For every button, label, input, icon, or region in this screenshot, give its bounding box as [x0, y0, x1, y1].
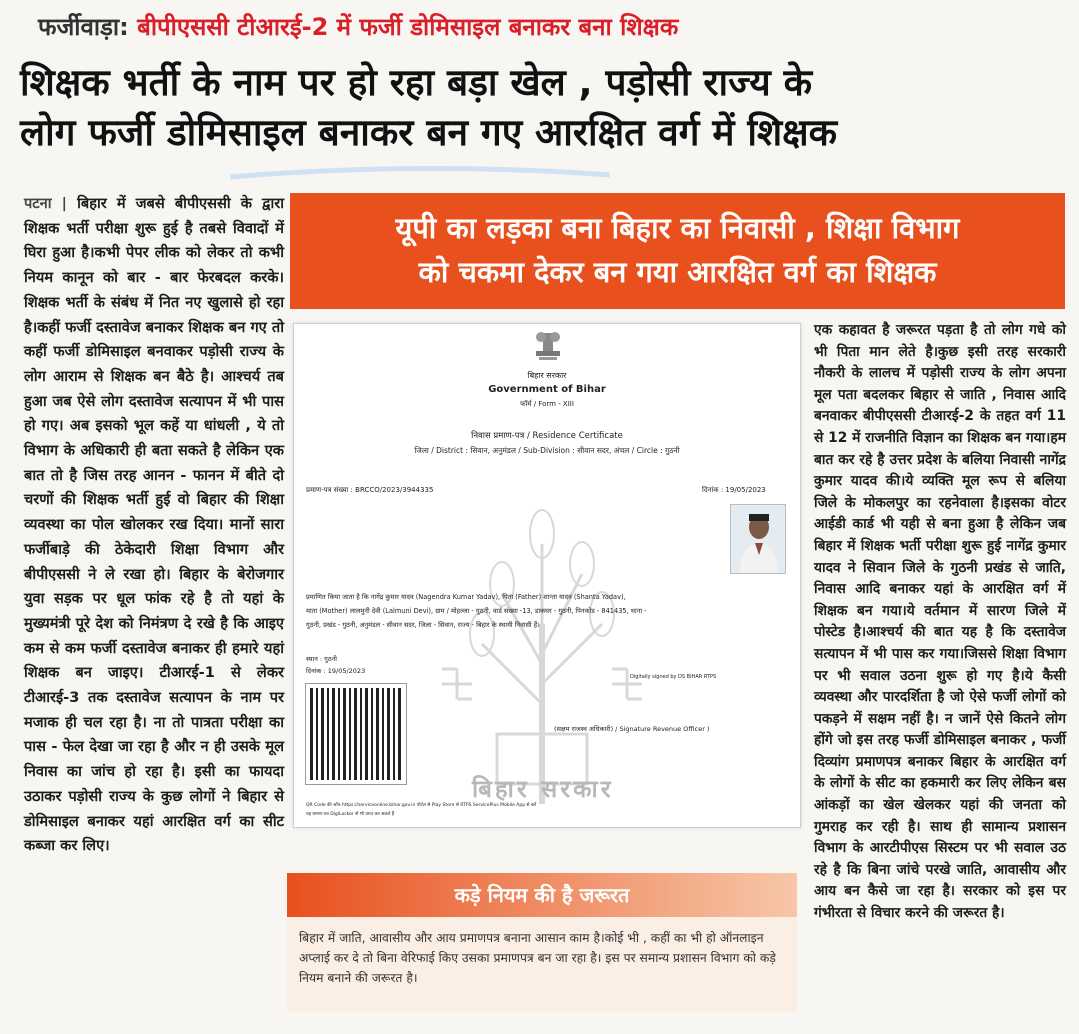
kicker-label: फर्जीवाड़ा:	[38, 13, 129, 41]
residence-certificate-image	[293, 323, 801, 828]
rules-box-heading: कड़े नियम की है जरूरत	[287, 873, 797, 917]
left-article-column	[24, 192, 284, 859]
dateline-place: पटना |	[24, 195, 67, 212]
headline	[20, 58, 1070, 158]
headline-line-2: लोग फर्जी डोमिसाइल बनाकर बन गए आरक्षित वर्ग में शिक्षक	[20, 111, 838, 154]
cert-digital-signature: Digitally signed by DS BIHAR RTPS	[630, 674, 717, 680]
rules-box	[287, 917, 797, 1012]
right-column-text: एक कहावत है जरूरत पड़ता है तो लोग गधे को भी पिता मान लेते है।कुछ इसी तरह सरकारी नौकरी के लालच में पड़ोसी राज्य के लोग अपना मूल पता बदलकर बिहार से जाति , निवास आदि बनवाकर बीपीएससी टीआरई-2 के तहत वर्ग 11 से 12 में राजनीति विज्ञान का शिक्षक बन गया।हम बात कर रहे है उत्तर प्रदेश के बलिया निवासी नागेंद्र कुमार यादव की।ये व्यक्ति मूल रूप से बलिया जिले के मोकलपुर का रहनेवाला है।इसका वोटर आईडी कार्ड भी यही से बना हुआ है लेकिन जब बिहार में शिक्षक भर्ती परीक्षा शुरू हुई नागेंद्र कुमार यादव ने सिवान जिले के गुठनी प्रखंड से जाति, निवास आदि बनाकर यहां के आरक्षित वर्ग में शिक्षक बन गया।ये वर्तमान में सारण जिले में पोस्टेड है।आश्चर्य की बात यह है कि दस्तावेज सत्यापन में भी पास कर गया।जिससे शिक्षा विभाग पर भी सवाल उठना शुरू हो गए है।ये कैसी व्यवस्था और पारदर्शिता है जो ऐसे फर्जी लोगों को पकड़ने में सक्षम नहीं है। न जानें ऐसे कितने लोग होंगे जो इस तरह फर्जी डोमिसाइल बनाकर , फर्जी दिव्यांग प्रमाणपत्र बनाकर बिहार के आरक्षित वर्ग के लोगों के सीट का हकमारी कर लिए लेकिन बस आंकड़ों का खेल खेलकर यहां की जनता को गुमराह कर रही है। साथ ही सामान्य प्रशासन विभाग के आरटीपीएस सिस्टम पर भी सवाल उठ रहे है कि बिना जांचे परखे जाति, आवासीय और आय बन कैसे जा रहा है। सरकार को इस पर गंभीरता से विचार करने की जरूरत है।	[814, 322, 1066, 922]
bihar-sarkar-watermark: बिहार सरकार	[472, 775, 614, 803]
tree-watermark-icon	[422, 504, 662, 804]
applicant-photo	[730, 504, 786, 574]
cert-body-line-1: प्रमाणित किया जाता है कि नागेंद्र कुमार यादव (Nagendra Kumar Yadav), पिता (Father) शान्ता यादव (Shanta Yadav),	[306, 593, 626, 601]
cert-government: Government of Bihar	[488, 384, 606, 395]
person-photo-icon	[731, 505, 786, 574]
headline-underline-swoosh	[230, 165, 610, 181]
banner-line-2: को चकमा देकर बन गया आरक्षित वर्ग का शिक्षक	[418, 255, 937, 289]
kicker	[38, 10, 678, 43]
banner-line-1: यूपी का लड़का बना बिहार का निवासी , शिक्षा विभाग	[395, 211, 960, 245]
cert-footer-1: QR Code की जाँच https://serviceonline.bihar.gov.in पोर्टल से Play Store से RTPS ServicePlus Mobile App से करें	[306, 803, 537, 808]
kicker-text: बीपीएससी टीआरई-2 में फर्जी डोमिसाइल बनाकर बना शिक्षक	[137, 13, 679, 41]
cert-place: स्थान : गुठनी	[306, 655, 337, 663]
subheadline-banner	[290, 193, 1065, 309]
cert-date-bottom: दिनांक : 19/05/2023	[306, 667, 366, 675]
cert-date-top: दिनांक : 19/05/2023	[702, 486, 766, 494]
emblem-icon	[526, 329, 570, 367]
cert-state-hindi: बिहार सरकार	[527, 371, 567, 380]
cert-title: निवास प्रमाण-पत्र / Residence Certificate	[471, 431, 623, 441]
cert-form: फॉर्म / Form - XIII	[520, 400, 574, 408]
cert-body-line-2: माता (Mother) लालमुनी देवी (Lalmuni Devi), ग्राम / मोहल्ला - गुठनी, वार्ड संख्या -13, डाकघर - गुठनी, पिनकोड - 841435, थाना -	[306, 607, 647, 615]
headline-line-1: शिक्षक भर्ती के नाम पर हो रहा बड़ा खेल , पड़ोसी राज्य के	[20, 61, 813, 104]
cert-body-line-3: गुठनी, प्रखंड - गुठनी, अनुमंडल - सीवान सदर, जिला - सिवान, राज्य - बिहार के स्थायी निवासी हैं।	[306, 621, 540, 629]
rules-box-text: बिहार में जाति, आवासीय और आय प्रमाणपत्र बनाना आसान काम है।कोई भी , कहीं का भी हो ऑनलाइन अप्लाई कर दे तो बिना वेरिफाई किए उसका प्रमाणपत्र बन जा रहा है। इस पर समान्य प्रशासन विभाग को कड़े नियम बनाने की जरूरत है।	[299, 931, 776, 985]
cert-number: प्रमाण-पत्र संख्या : BRCCO/2023/3944335	[306, 486, 434, 494]
cert-footer-2: यह प्रमाण-पत्र DigiLocker से भी प्राप्त कर सकते हैं	[306, 812, 395, 817]
cert-signature-label: (सक्षम राजस्व अधिकारी) / Signature Revenue Officer )	[554, 725, 710, 733]
left-column-text: बिहार में जबसे बीपीएससी के द्वारा शिक्षक भर्ती परीक्षा शुरू हुई है तबसे विवादों में घिरा हुआ है।कभी पेपर लीक को लेकर तो कभी नियम कानून को बार - बार फेरबदल करके। शिक्षक भर्ती के संबंध में नित नए खुलासे हो रहा है।कहीं फर्जी दस्तावेज बनाकर शिक्षक बन गए तो कहीं फर्जी डोमिसाइल बनवाकर पड़ोसी राज्य के लोग आराम से शिक्षक बन बैठे है। आश्चर्य तब हुआ जब ऐसे लोग दस्तावेज सत्यापन में भी पास हो गए। अब इसको भूल कहें या धांधली , ये तो विभाग के अधिकारी ही बता सकते है लेकिन एक बात तो है जिस तरह आनन - फानन में बीते दो चरणों की शिक्षक भर्ती हुई वो बिहार की शिक्षा व्यवस्था का पोल खोलकर रख दिया। मानों सारा फर्जीबाड़े की ठेकेदारी शिक्षा विभाग और बीपीएससी ने ले रखा हो। बिहार के बेरोजगार युवा सड़क पर धूल फांक रहे है तो यहां के मुख्यमंत्री पूरे देश को निमंत्रण दे रखे है कि आइए कम से कम फर्जी दस्तावेज बनाकर ही हमारे यहां शिक्षक बन जाइए। टीआरई-1 से लेकर टीआरई-3 तक दस्तावेज सत्यापन के नाम पर मजाक ही चल रहा है। ना तो पात्रता परीक्षा का पास - फेल देखा जा रहा है और न ही उसके मूल निवास का जांच हो रहा है। इसी का फायदा उठाकर पड़ोसी राज्य के कुछ लोगों ने बिहार से डोमिसाइल बनाकर यहां आरक्षित वर्ग का सीट कब्जा कर लिए।	[24, 195, 284, 855]
cert-district: जिला / District : सिवान, अनुमंडल / Sub-Division : सीवान सदर, अंचल / Circle : गुठनी	[414, 446, 680, 455]
right-article-column	[814, 320, 1066, 925]
qr-code	[306, 684, 406, 784]
